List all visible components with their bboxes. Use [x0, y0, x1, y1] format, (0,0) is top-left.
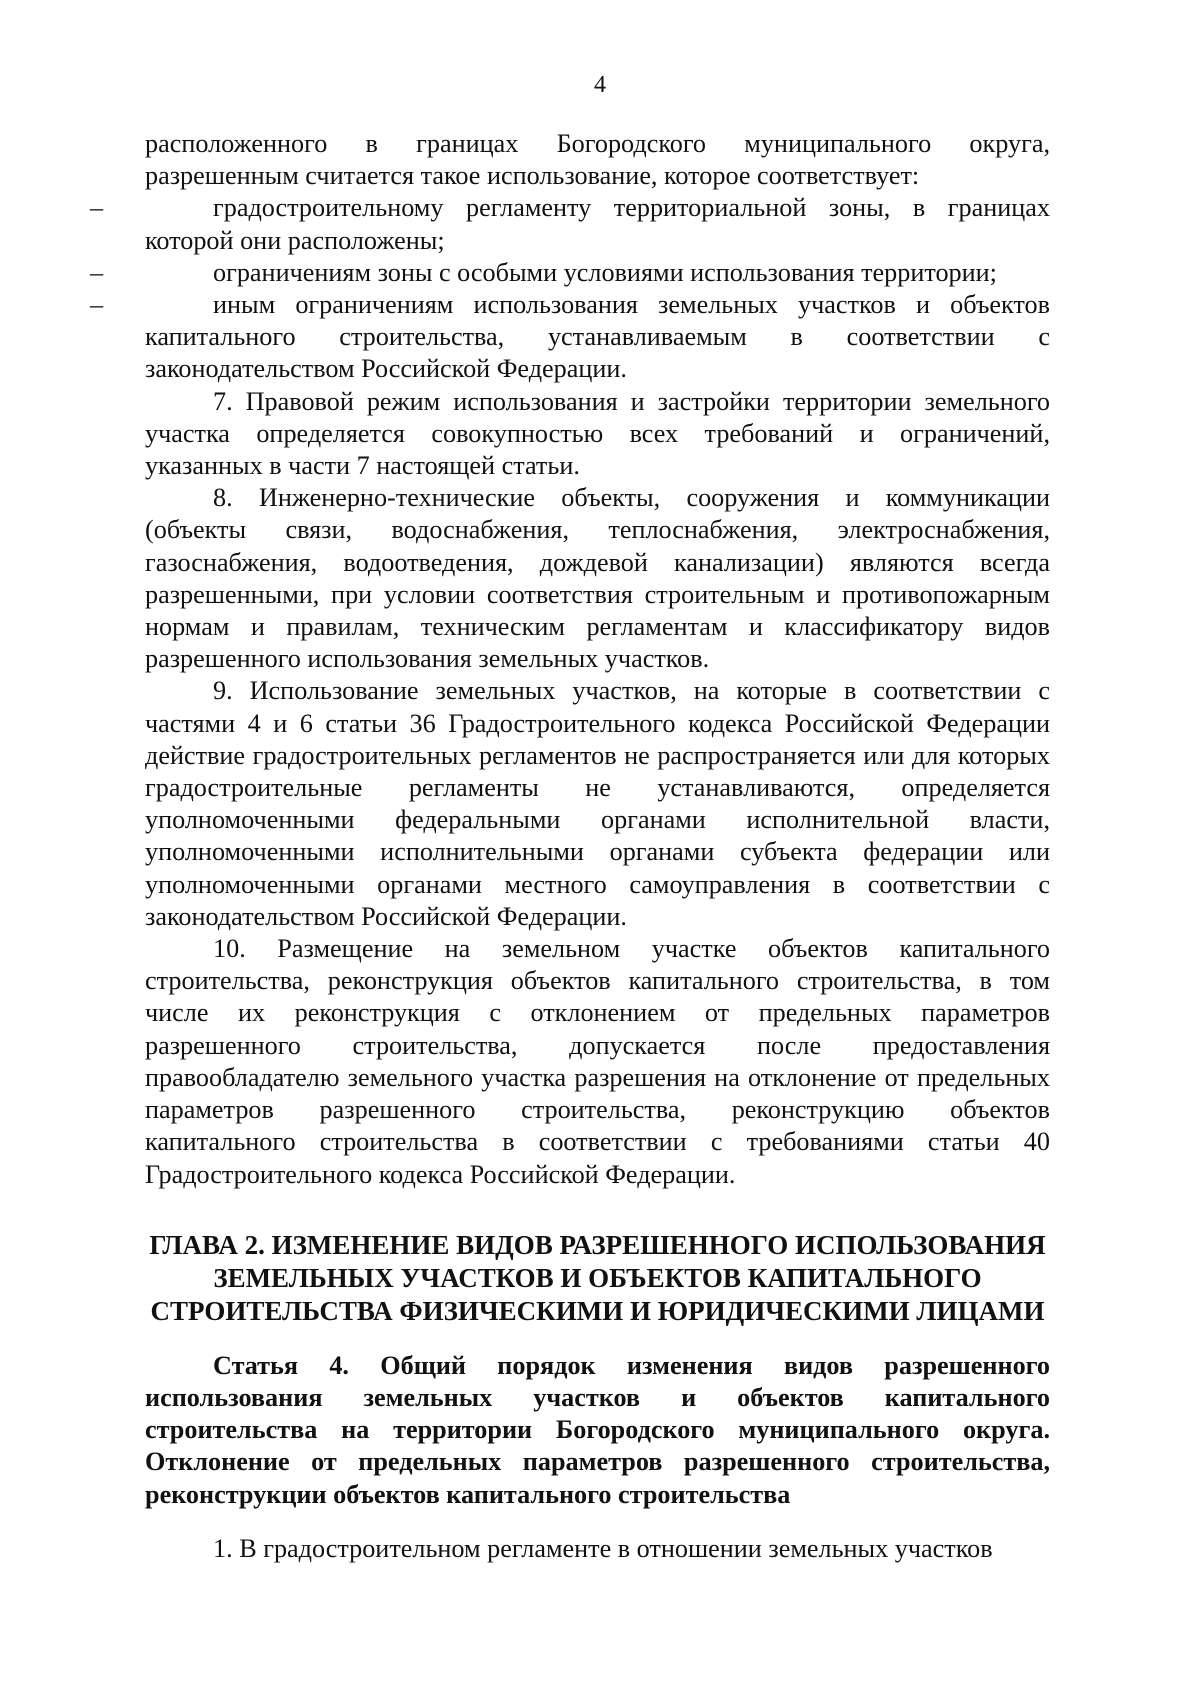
paragraph-7: 7. Правовой режим использования и застройки территории земельного участка определяется совокупностью всех требований и ограничений, указанных в части 7 настоящей статьи.: [145, 386, 1050, 481]
paragraph-10: 10. Размещение на земельном участке объектов капитального строительства, реконструкция объектов капитального строительства, в том числе их реконструкция с отклонением от предельных параметров разрешенного строительства, допускается после предоставления правообладателю земельного участка разрешения на отклонение от предельных параметров разрешенного строительства, реконструкцию объектов капитального строительства в соответствии с требованиями статьи 40 Градостроительного кодекса Российской Федерации.: [145, 934, 1050, 1189]
chapter-heading-line: ЗЕМЕЛЬНЫХ УЧАСТКОВ И ОБЪЕКТОВ КАПИТАЛЬНОГО: [213, 1262, 982, 1293]
dash-marker: –: [90, 257, 104, 287]
paragraph-8: 8. Инженерно-технические объекты, сооружения и коммуникации (объекты связи, водоснабжения, теплоснабжения, электроснабжения, газоснабжения, водоотведения, дождевой канализации) являются всегда разрешенными, при условии соответствия строительным и противопожарным нормам и правилам, техническим регламентам и классификатору видов разрешенного использования земельных участков.: [145, 483, 1050, 674]
list-item-text: иным ограничениям использования земельных участков и объектов капитального строительства, устанавливаемым в соответствии с законодательством Российской Федерации.: [145, 290, 1050, 384]
dash-marker: –: [90, 193, 104, 223]
article-item-1: 1. В градостроительном регламенте в отношении земельных участков: [213, 1533, 993, 1563]
chapter-heading-line: ГЛАВА 2. ИЗМЕНЕНИЕ ВИДОВ РАЗРЕШЕННОГО ИСПОЛЬЗОВАНИЯ: [149, 1229, 1046, 1260]
list-item: [90, 257, 1050, 289]
document-body: [90, 128, 1050, 1565]
dash-marker: –: [90, 290, 104, 320]
page-number: 4: [594, 72, 606, 98]
chapter-heading-line: СТРОИТЕЛЬСТВА ФИЗИЧЕСКИМИ И ЮРИДИЧЕСКИМИ ЛИЦАМИ: [150, 1295, 1045, 1326]
list-item: [90, 289, 1050, 386]
list-item: [90, 192, 1050, 256]
chapter-heading: [145, 1229, 1050, 1328]
article-heading: Статья 4. Общий порядок изменения видов разрешенного использования земельных участков и объектов капитального строительства на территории Богородского муниципального округа. Отклонение от предельных параметров разрешенного строительства, реконструкции объектов капитального строительства: [145, 1350, 1050, 1509]
paragraph-9: 9. Использование земельных участков, на которые в соответствии с частями 4 и 6 статьи 36 Градостроительного кодекса Российской Федерации действие градостроительных регламентов не распространяется или для которых градостроительные регламенты не устанавливаются, определяется уполномоченными федеральными органами исполнительной власти, уполномоченными исполнительными органами субъекта федерации или уполномоченными органами местного самоуправления в соответствии с законодательством Российской Федерации.: [145, 676, 1050, 931]
intro-paragraph: расположенного в границах Богородского муниципального округа, разрешенным считается такое использование, которое соответствует:: [145, 129, 1050, 191]
list-item-text: ограничениям зоны с особыми условиями использования территории;: [213, 257, 997, 287]
list-item-text: градостроительному регламенту территориальной зоны, в границах которой они расположены;: [145, 193, 1050, 255]
